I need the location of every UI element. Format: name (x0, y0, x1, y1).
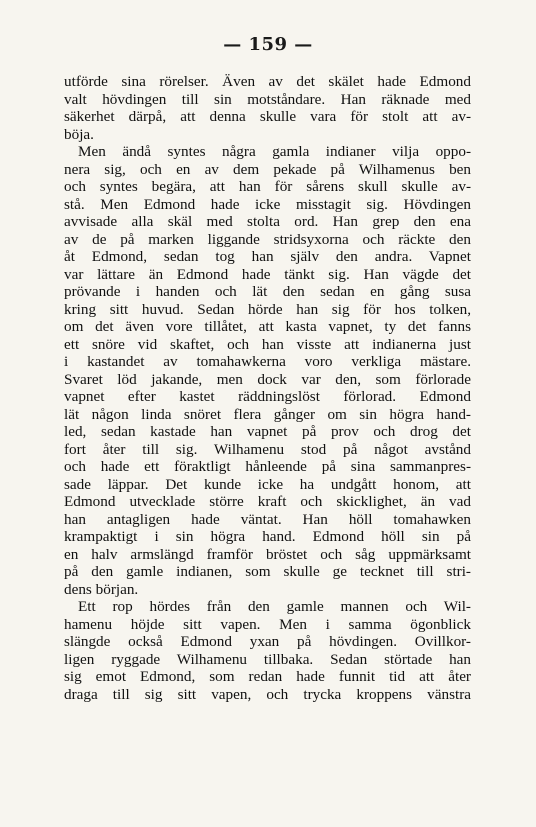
text-line: krampaktigt i sin högra hand. Edmond höll sin på (64, 528, 471, 545)
text-line: Edmond utvecklade större kraft och skicklighet, än vad (64, 493, 471, 510)
text-line: led, sedan kastade han vapnet på prov och drog det (64, 423, 471, 440)
text-line: Men ändå syntes några gamla indianer vilja oppo- (78, 143, 471, 160)
text-line: var lättare än Edmond hade tänkt sig. Han vägde det (64, 265, 471, 283)
text-line: dens början. (64, 580, 139, 598)
text-line: sig emot Edmond, som redan hade funnit tid att åter (64, 668, 471, 685)
text-line: vapnet efter kastet räddningslöst förlorad. Edmond (64, 388, 471, 405)
text-line: säkerhet därpå, att denna skulle vara för stolt att av- (64, 108, 471, 125)
text-line: åt Edmond, sedan tog han själv den andra. Vapnet (64, 248, 471, 265)
text-line: av de på marken liggande stridsyxorna och räckte den (64, 230, 471, 248)
text-line: sade läppar. Det kunde icke ha undgått honom, att (64, 475, 471, 493)
text-line: avvisade alla skäl med stolta ord. Han grep den ena (64, 213, 471, 230)
text-line: stå. Men Edmond hade icke misstagit sig. Hövdingen (64, 195, 471, 213)
text-line: och hade ett föraktligt hånleende på sina sammanpres- (64, 458, 471, 475)
text-line: nera sig, och en av dem pekade på Wilhamenus ben (64, 160, 471, 178)
text-line: fort åter till sig. Wilhamenu stod på något avstånd (64, 440, 471, 458)
text-line: valt hövdingen till sin motståndare. Han räknade med (64, 90, 471, 108)
page-number: — 159 — (223, 34, 313, 55)
text-line: utförde sina rörelser. Även av det skälet hade Edmond (64, 73, 471, 90)
text-line: hamenu höjde sitt vapen. Men i samma ögonblick (64, 615, 471, 633)
text-line: böja. (64, 125, 94, 143)
text-line: Ett rop hördes från den gamle mannen och Wil- (78, 598, 471, 615)
text-line: på den gamle indianen, som skulle ge tecknet till stri- (64, 563, 471, 580)
text-line: han antagligen hade väntat. Han höll tomahawken (64, 510, 471, 528)
text-line: kring sitt huvud. Sedan hörde han sig för hos tolken, (64, 300, 471, 318)
text-line: om det även vore tillåtet, att kasta vapnet, ty det fanns (64, 318, 471, 335)
text-line: en halv armslängd framför bröstet och såg uppmärksamt (64, 545, 471, 563)
text-line: lät någon linda snöret flera gånger om sin högra hand- (64, 405, 471, 423)
text-line: ligen ryggade Wilhamenu tillbaka. Sedan störtade han (64, 650, 471, 668)
text-line: ett snöre vid skaftet, och han visste att indianerna just (64, 335, 471, 353)
text-line: Svaret löd jakande, men dock var den, som förlorade (64, 370, 471, 388)
body-text (64, 73, 471, 703)
text-line: och syntes begära, att han för sårens skull skulle av- (64, 178, 471, 195)
text-line: i kastandet av tomahawkerna voro verkliga mästare. (64, 353, 471, 370)
text-line: draga till sig sitt vapen, och trycka kroppens vänstra (64, 685, 471, 703)
text-line: slängde också Edmond yxan på hövdingen. Ovillkor- (64, 633, 471, 650)
text-line: prövande i handen och lät den sedan en gång susa (64, 283, 471, 300)
